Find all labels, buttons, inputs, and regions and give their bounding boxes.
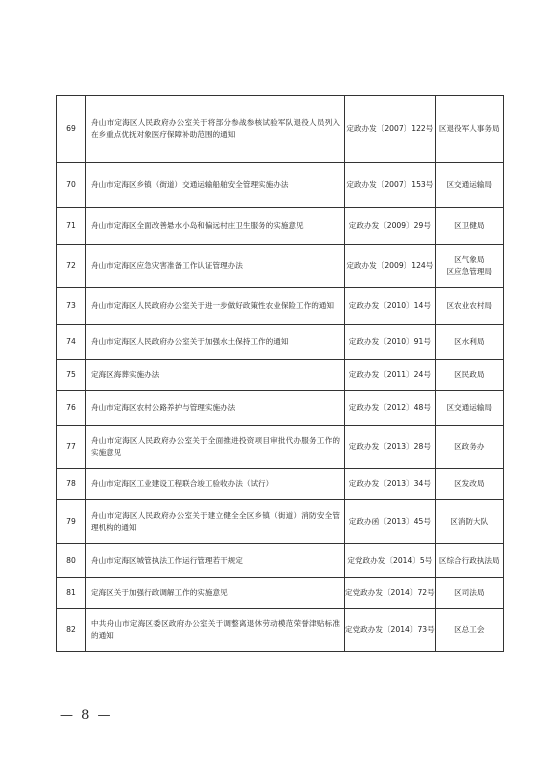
- table-row: [57, 391, 504, 426]
- row-title: 舟山市定海区应急灾害准备工作认证管理办法: [86, 245, 345, 288]
- row-department: 区发改局: [435, 469, 503, 500]
- row-document-code: 定党政办发〔2014〕73号: [345, 609, 436, 652]
- row-title: 定海区海葬实施办法: [86, 360, 345, 391]
- row-number: 81: [57, 578, 86, 609]
- row-document-code: 定政办发〔2009〕124号: [345, 245, 436, 288]
- row-number: 75: [57, 360, 86, 391]
- row-title: 舟山市定海区工业建设工程联合竣工验收办法（试行）: [86, 469, 345, 500]
- table-row: [57, 544, 504, 578]
- row-title: 舟山市定海区城管执法工作运行管理若干规定: [86, 544, 345, 578]
- row-department: 区水利局: [435, 325, 503, 360]
- row-department: 区综合行政执法局: [435, 544, 503, 578]
- row-department: 区退役军人事务局: [435, 96, 503, 163]
- table-row: [57, 208, 504, 245]
- row-title: 中共舟山市定海区委区政府办公室关于调整离退休劳动模范荣誉津贴标准的通知: [86, 609, 345, 652]
- row-document-code: 定党政办发〔2014〕5号: [345, 544, 436, 578]
- table-row: [57, 469, 504, 500]
- row-department: 区农业农村局: [435, 288, 503, 325]
- row-title: 定海区关于加强行政调解工作的实施意见: [86, 578, 345, 609]
- table-row: [57, 325, 504, 360]
- table-row: [57, 426, 504, 469]
- row-document-code: 定政办函〔2013〕45号: [345, 500, 436, 544]
- row-document-code: 定政办发〔2013〕28号: [345, 426, 436, 469]
- row-number: 78: [57, 469, 86, 500]
- row-document-code: 定政办发〔2011〕24号: [345, 360, 436, 391]
- row-department: 区交通运输局: [435, 391, 503, 426]
- table-row: [57, 360, 504, 391]
- row-title: 舟山市定海区人民政府办公室关于建立健全全区乡镇（街道）消防安全管理机构的通知: [86, 500, 345, 544]
- table-row: [57, 609, 504, 652]
- row-document-code: 定政办发〔2013〕34号: [345, 469, 436, 500]
- row-title: 舟山市定海区全面改善悬水小岛和偏远村庄卫生服务的实施意见: [86, 208, 345, 245]
- row-title: 舟山市定海区农村公路养护与管理实施办法: [86, 391, 345, 426]
- row-title: 舟山市定海区人民政府办公室关于全面推进投资项目审批代办服务工作的实施意见: [86, 426, 345, 469]
- row-department: 区总工会: [435, 609, 503, 652]
- table-row: [57, 288, 504, 325]
- row-number: 80: [57, 544, 86, 578]
- table-row: [57, 163, 504, 208]
- row-number: 72: [57, 245, 86, 288]
- row-number: 76: [57, 391, 86, 426]
- row-department: 区消防大队: [435, 500, 503, 544]
- row-number: 71: [57, 208, 86, 245]
- row-title: 舟山市定海区人民政府办公室关于进一步做好政策性农业保险工作的通知: [86, 288, 345, 325]
- table-row: [57, 245, 504, 288]
- row-number: 73: [57, 288, 86, 325]
- row-document-code: 定政办发〔2007〕153号: [345, 163, 436, 208]
- row-number: 82: [57, 609, 86, 652]
- row-number: 79: [57, 500, 86, 544]
- row-title: 舟山市定海区人民政府办公室关于加强水土保持工作的通知: [86, 325, 345, 360]
- row-document-code: 定政办发〔2007〕122号: [345, 96, 436, 163]
- row-department: 区交通运输局: [435, 163, 503, 208]
- row-department: 区卫健局: [435, 208, 503, 245]
- row-document-code: 定政办发〔2012〕48号: [345, 391, 436, 426]
- row-department: 区民政局: [435, 360, 503, 391]
- row-department: 区政务办: [435, 426, 503, 469]
- row-number: 69: [57, 96, 86, 163]
- table-row: [57, 500, 504, 544]
- row-number: 74: [57, 325, 86, 360]
- row-document-code: 定党政办发〔2014〕72号: [345, 578, 436, 609]
- row-document-code: 定政办发〔2010〕91号: [345, 325, 436, 360]
- regulation-table: [56, 95, 504, 652]
- row-department: 区气象局 区应急管理局: [435, 245, 503, 288]
- row-title: 舟山市定海区人民政府办公室关于将部分参战参核试验军队退役人员列入在乡重点优抚对象医疗保障补助范围的通知: [86, 96, 345, 163]
- page-number: — 8 —: [60, 708, 113, 723]
- row-department: 区司法局: [435, 578, 503, 609]
- row-title: 舟山市定海区乡镇（街道）交通运输船舶安全管理实施办法: [86, 163, 345, 208]
- table-row: [57, 578, 504, 609]
- row-number: 77: [57, 426, 86, 469]
- row-document-code: 定政办发〔2009〕29号: [345, 208, 436, 245]
- row-document-code: 定政办发〔2010〕14号: [345, 288, 436, 325]
- table-row: [57, 96, 504, 163]
- row-number: 70: [57, 163, 86, 208]
